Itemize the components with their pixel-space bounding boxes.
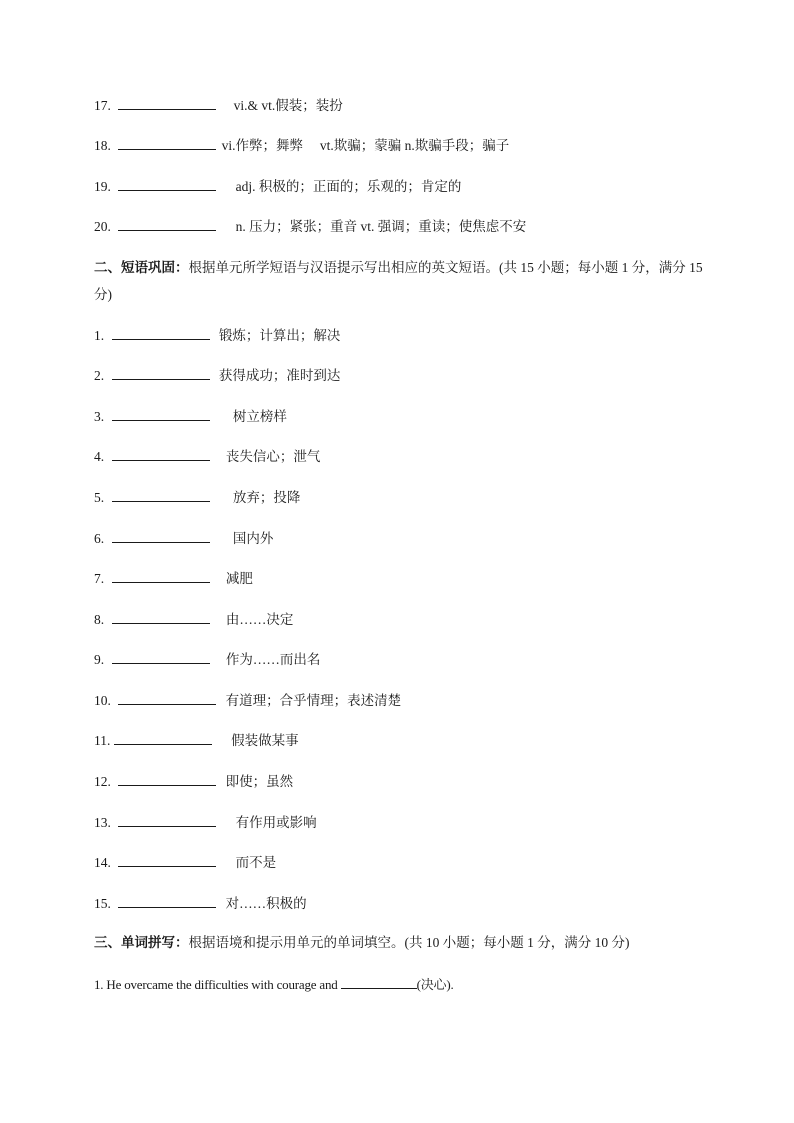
answer-blank[interactable] (118, 217, 216, 231)
phrase-item-15 (94, 894, 307, 913)
item-definition: 树立榜样 (232, 409, 287, 424)
section-2-title: 二、短语巩固： (94, 260, 189, 275)
item-number: 19. (94, 179, 111, 194)
item-number: 12. (94, 774, 111, 789)
section-3-instructions: 根据语境和提示用单元的单词填空。(共 10 小题；每小题 1 分，满分 10 分) (188, 935, 630, 950)
phrase-item-2 (94, 366, 340, 385)
answer-blank[interactable] (341, 975, 417, 989)
item-definition: 由……决定 (225, 612, 294, 627)
answer-blank[interactable] (112, 407, 210, 421)
sentence-text-before: 1. He overcame the difficulties with courage and (94, 977, 341, 992)
item-number: 15. (94, 896, 111, 911)
answer-blank[interactable] (118, 772, 216, 786)
phrase-item-8 (94, 610, 293, 629)
item-number: 17. (94, 98, 111, 113)
section-2-instructions: 根据单元所学短语与汉语提示写出相应的英文短语。(共 15 小题；每小题 1 分，满分 15 分) (94, 260, 703, 302)
item-definition: n. 压力；紧张；重音 vt. 强调；重读；使焦虑不安 (235, 219, 527, 234)
item-number: 2. (94, 368, 105, 383)
sentence-text-after: (决心). (416, 977, 454, 992)
phrase-item-9 (94, 650, 320, 669)
phrase-item-6 (94, 529, 273, 548)
item-definition: vi.& vt.假装；装扮 (233, 98, 343, 113)
phrase-item-7 (94, 569, 253, 588)
phrase-item-14 (94, 853, 276, 872)
item-definition: 即使；虽然 (225, 774, 294, 789)
vocab-item-19 (94, 177, 461, 196)
phrase-item-5 (94, 488, 300, 507)
phrase-item-12 (94, 772, 293, 791)
item-definition: 国内外 (232, 531, 274, 546)
section-2-heading (94, 254, 704, 308)
item-definition: 获得成功；准时到达 (218, 368, 341, 383)
item-definition: 丧失信心；泄气 (225, 449, 321, 464)
item-number: 13. (94, 815, 111, 830)
item-definition: 放弃；投降 (232, 490, 301, 505)
section-3-title: 三、单词拼写： (94, 935, 189, 950)
item-definition: vi.作弊；舞弊 vt.欺骗；蒙骗 n.欺骗手段；骗子 (221, 138, 510, 153)
phrase-item-3 (94, 407, 287, 426)
item-number: 3. (94, 409, 105, 424)
answer-blank[interactable] (112, 529, 210, 543)
vocab-item-20 (94, 217, 526, 236)
item-definition: 而不是 (235, 855, 277, 870)
item-number: 7. (94, 571, 105, 586)
item-definition: 锻炼；计算出；解决 (218, 328, 341, 343)
vocab-item-17 (94, 96, 343, 115)
answer-blank[interactable] (114, 731, 212, 745)
item-definition: 假装做某事 (231, 733, 299, 748)
item-definition: 减肥 (225, 571, 253, 586)
item-number: 6. (94, 531, 105, 546)
answer-blank[interactable] (112, 650, 210, 664)
phrase-item-1 (94, 326, 340, 345)
phrase-item-11 (94, 731, 299, 750)
vocab-item-18 (94, 136, 509, 155)
answer-blank[interactable] (118, 894, 216, 908)
phrase-item-10 (94, 691, 401, 710)
item-definition: 有道理；合乎情理；表述清楚 (225, 693, 402, 708)
answer-blank[interactable] (112, 447, 210, 461)
item-number: 10. (94, 693, 111, 708)
item-number: 20. (94, 219, 111, 234)
answer-blank[interactable] (112, 488, 210, 502)
item-number: 9. (94, 652, 105, 667)
answer-blank[interactable] (118, 177, 216, 191)
item-number: 18. (94, 138, 111, 153)
answer-blank[interactable] (118, 853, 216, 867)
answer-blank[interactable] (112, 569, 210, 583)
item-number: 4. (94, 449, 105, 464)
phrase-item-13 (94, 813, 317, 832)
answer-blank[interactable] (112, 610, 210, 624)
spelling-item-1 (94, 975, 454, 994)
item-number: 5. (94, 490, 105, 505)
answer-blank[interactable] (112, 366, 210, 380)
answer-blank[interactable] (112, 326, 210, 340)
phrase-item-4 (94, 447, 320, 466)
answer-blank[interactable] (118, 96, 216, 110)
item-number: 14. (94, 855, 111, 870)
item-definition: 有作用或影响 (235, 815, 317, 830)
answer-blank[interactable] (118, 691, 216, 705)
answer-blank[interactable] (118, 813, 216, 827)
item-number: 11. (94, 733, 111, 748)
section-3-heading (94, 929, 704, 956)
answer-blank[interactable] (118, 136, 216, 150)
item-definition: 对……积极的 (225, 896, 307, 911)
item-number: 8. (94, 612, 105, 627)
item-definition: 作为……而出名 (225, 652, 321, 667)
item-definition: adj. 积极的；正面的；乐观的；肯定的 (235, 179, 462, 194)
item-number: 1. (94, 328, 105, 343)
